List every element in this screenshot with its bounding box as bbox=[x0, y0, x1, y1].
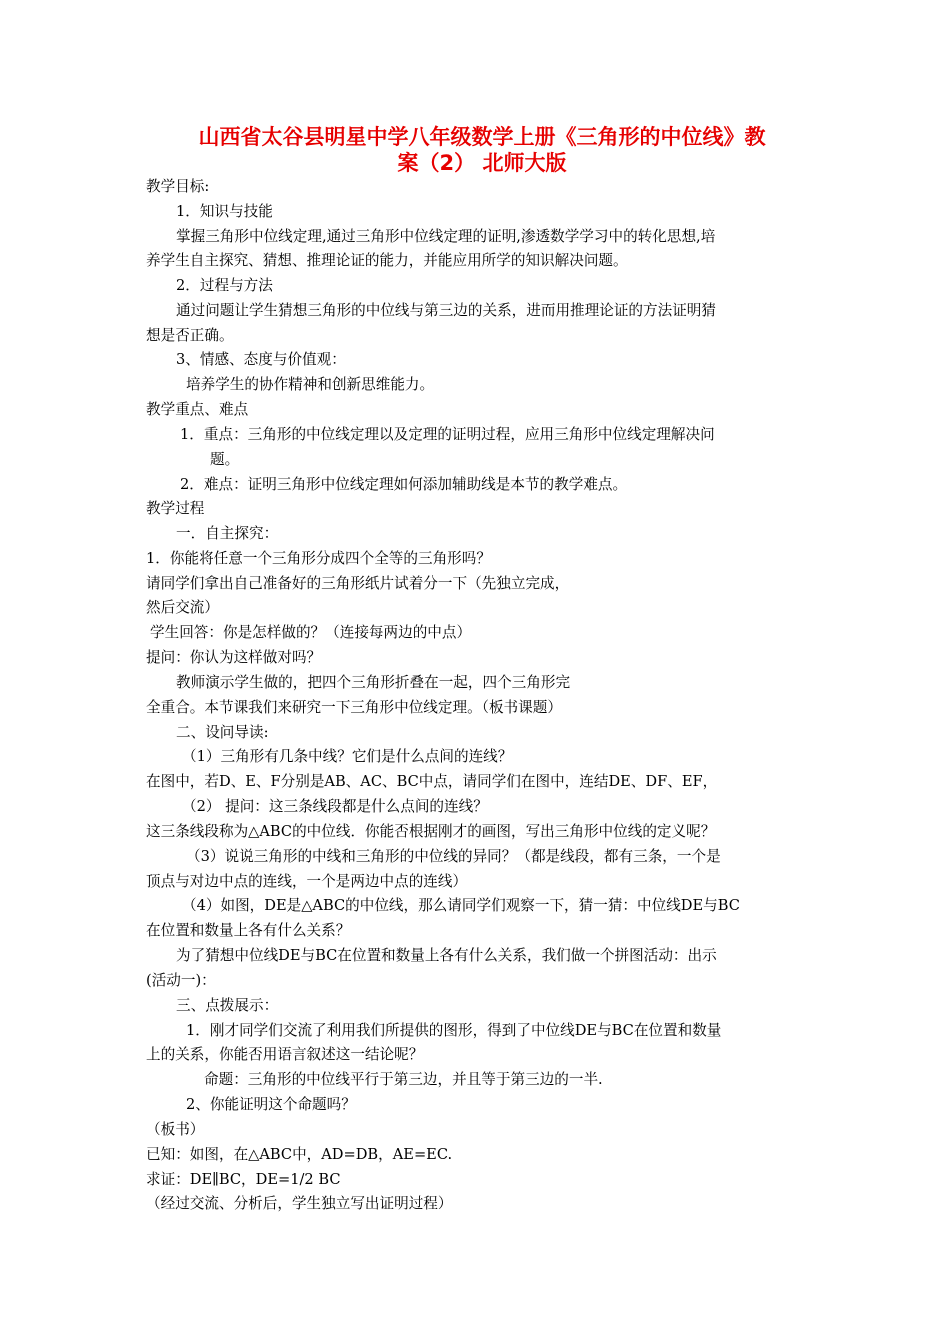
text-line: 1．知识与技能 bbox=[176, 203, 273, 220]
text-line: 2．过程与方法 bbox=[176, 277, 273, 294]
text-line: 顶点与对边中点的连线，一个是两边中点的连线） bbox=[146, 873, 468, 890]
text-line: 通过问题让学生猜想三角形的中位线与第三边的关系，进而用推理论证的方法证明猜 bbox=[176, 302, 716, 319]
text-line: (活动一)： bbox=[146, 972, 216, 989]
text-line: 1．你能将任意一个三角形分成四个全等的三角形吗？ bbox=[146, 550, 491, 567]
title-line-2: 案（2） 北师大版 bbox=[397, 151, 567, 175]
text-line: 教师演示学生做的，把四个三角形折叠在一起，四个三角形完 bbox=[176, 674, 571, 691]
text-line: 一．自主探究： bbox=[176, 525, 279, 542]
text-line: 然后交流） bbox=[146, 599, 219, 616]
text-line: （板书） bbox=[146, 1121, 205, 1138]
text-line: 教学目标: bbox=[146, 178, 210, 195]
text-line: 提问：你认为这样做对吗？ bbox=[146, 649, 322, 666]
text-line: 在图中，若D、E、F分别是AB、AC、BC中点，请同学们在图中，连结DE、DF、EF， bbox=[146, 773, 718, 790]
text-line: 3、情感、态度与价值观： bbox=[176, 351, 346, 368]
text-line: 二、设问导读: bbox=[176, 724, 269, 741]
text-line: 已知：如图，在△ABC中，AD=DB，AE=EC. bbox=[146, 1146, 453, 1163]
title-line-1: 山西省太谷县明星中学八年级数学上册《三角形的中位线》教 bbox=[198, 125, 766, 149]
text-line: 教学重点、难点 bbox=[146, 401, 249, 418]
text-line: （4）如图，DE是△ABC的中位线，那么请同学们观察一下，猜一猜：中位线DE与BC bbox=[182, 897, 740, 914]
text-line: （经过交流、分析后，学生独立写出证明过程） bbox=[146, 1195, 453, 1212]
text-line: 1．重点：三角形的中位线定理以及定理的证明过程，应用三角形中位线定理解决问 bbox=[180, 426, 715, 443]
text-line: 全重合。本节课我们来研究一下三角形中位线定理。（板书课题） bbox=[146, 699, 562, 716]
text-line: 在位置和数量上各有什么关系？ bbox=[146, 922, 351, 939]
text-line: 题。 bbox=[210, 451, 240, 468]
text-line: 想是否正确。 bbox=[146, 327, 234, 344]
text-line: 2．难点：证明三角形中位线定理如何添加辅助线是本节的教学难点。 bbox=[180, 476, 628, 493]
text-line: 三、点拨展示： bbox=[176, 997, 279, 1014]
text-line: 掌握三角形中位线定理,通过三角形中位线定理的证明,渗透数学学习中的转化思想,培 bbox=[176, 228, 716, 245]
text-line: 2、你能证明这个命题吗？ bbox=[186, 1096, 356, 1113]
text-line: 请同学们拿出自己准备好的三角形纸片试着分一下（先独立完成， bbox=[146, 575, 570, 592]
document-title bbox=[146, 124, 818, 176]
text-line: （3）说说三角形的中线和三角形的中位线的异同？（都是线段，都有三条，一个是 bbox=[186, 848, 721, 865]
text-line: 养学生自主探究、猜想、推理论证的能力，并能应用所学的知识解决问题。 bbox=[146, 252, 628, 269]
text-line: 命题：三角形的中位线平行于第三边，并且等于第三边的一半. bbox=[204, 1071, 603, 1088]
text-line: 学生回答：你是怎样做的？（连接每两边的中点） bbox=[150, 624, 472, 641]
text-line: （2） 提问：这三条线段都是什么点间的连线？ bbox=[182, 798, 488, 815]
text-line: 教学过程 bbox=[146, 500, 205, 517]
text-line: 求证：DE∥BC，DE=1/2 BC bbox=[146, 1171, 341, 1188]
text-line: 1．刚才同学们交流了利用我们所提供的图形，得到了中位线DE与BC在位置和数量 bbox=[186, 1022, 722, 1039]
text-line: 上的关系，你能否用语言叙述这一结论呢？ bbox=[146, 1046, 424, 1063]
text-line: （1）三角形有几条中线？它们是什么点间的连线？ bbox=[182, 748, 513, 765]
text-line: 这三条线段称为△ABC的中位线．你能否根据刚才的画图，写出三角形中位线的定义呢？ bbox=[146, 823, 716, 840]
text-line: 培养学生的协作精神和创新思维能力。 bbox=[186, 376, 435, 393]
text-line: 为了猜想中位线DE与BC在位置和数量上各有什么关系，我们做一个拼图活动：出示 bbox=[176, 947, 717, 964]
